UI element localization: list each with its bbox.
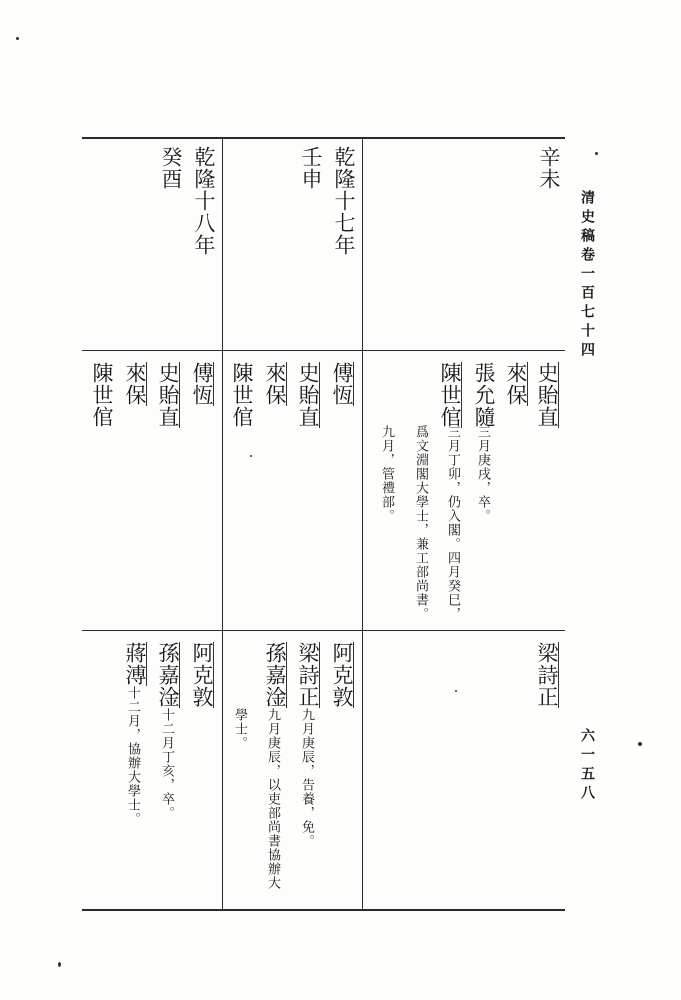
associate-secretary-name: 梁詩正 (535, 642, 559, 708)
table-top-rule (82, 137, 565, 139)
row-rule-2 (82, 630, 565, 631)
scan-speck (250, 455, 252, 457)
appointment-note: 三月丁卯，仍入閣。四月癸巳， (445, 425, 460, 621)
grand-secretary-name: 傅恆 (330, 362, 354, 406)
appointment-note: 學士。 (232, 708, 247, 750)
grand-secretary-name: 來保 (263, 362, 287, 406)
year-label: 壬申 (299, 146, 323, 190)
row-rule-1 (82, 350, 565, 351)
scan-speck (638, 742, 642, 746)
page-number: 六一五八 (579, 728, 595, 804)
appointment-note: 九月庚辰，以吏部尚書協辦大 (265, 708, 280, 890)
year-label: 癸酉 (159, 146, 183, 190)
scan-speck (16, 37, 19, 40)
appointment-note: 九月，管禮部。 (379, 425, 394, 523)
grand-secretary-name: 陳世倌 (230, 362, 254, 428)
appointment-note: 三月庚戌，卒。 (475, 425, 490, 523)
reign-year-title: 乾隆十七年 (332, 146, 356, 256)
grand-secretary-name: 傅恆 (190, 362, 214, 406)
grand-secretary-name: 史貽直 (535, 362, 559, 428)
appointment-note: 爲文淵閣大學士，兼工部尚書。 (413, 425, 428, 621)
grand-secretary-name: 陳世倌 (438, 362, 462, 428)
appointment-note: 十二月，協辦大學士。 (125, 686, 140, 826)
year-label: 辛未 (537, 146, 561, 190)
associate-secretary-name: 梁詩正 (296, 642, 320, 708)
appointment-note: 九月庚辰，告養，免。 (299, 708, 314, 848)
grand-secretary-name: 陳世倌 (90, 362, 114, 428)
table-bottom-rule (82, 909, 565, 911)
grand-secretary-name: 來保 (504, 362, 528, 406)
grand-secretary-name: 來保 (123, 362, 147, 406)
associate-secretary-name: 蔣溥 (123, 642, 147, 686)
grand-secretary-name: 史貽直 (156, 362, 180, 428)
col-rule-2 (222, 137, 223, 909)
scan-speck (58, 962, 61, 967)
associate-secretary-name: 阿克敦 (190, 642, 214, 708)
appointment-note: 十二月丁亥，卒。 (159, 708, 174, 820)
associate-secretary-name: 孫嘉淦 (263, 642, 287, 708)
grand-secretary-name: 史貽直 (296, 362, 320, 428)
running-head: 清史稿卷一百七十四 (579, 190, 595, 361)
scan-speck (455, 690, 457, 692)
col-rule-1 (362, 137, 363, 909)
associate-secretary-name: 阿克敦 (330, 642, 354, 708)
grand-secretary-name: 張允隨 (472, 362, 496, 428)
scan-speck (595, 152, 598, 155)
associate-secretary-name: 孫嘉淦 (156, 642, 180, 708)
reign-year-title: 乾隆十八年 (192, 146, 216, 256)
